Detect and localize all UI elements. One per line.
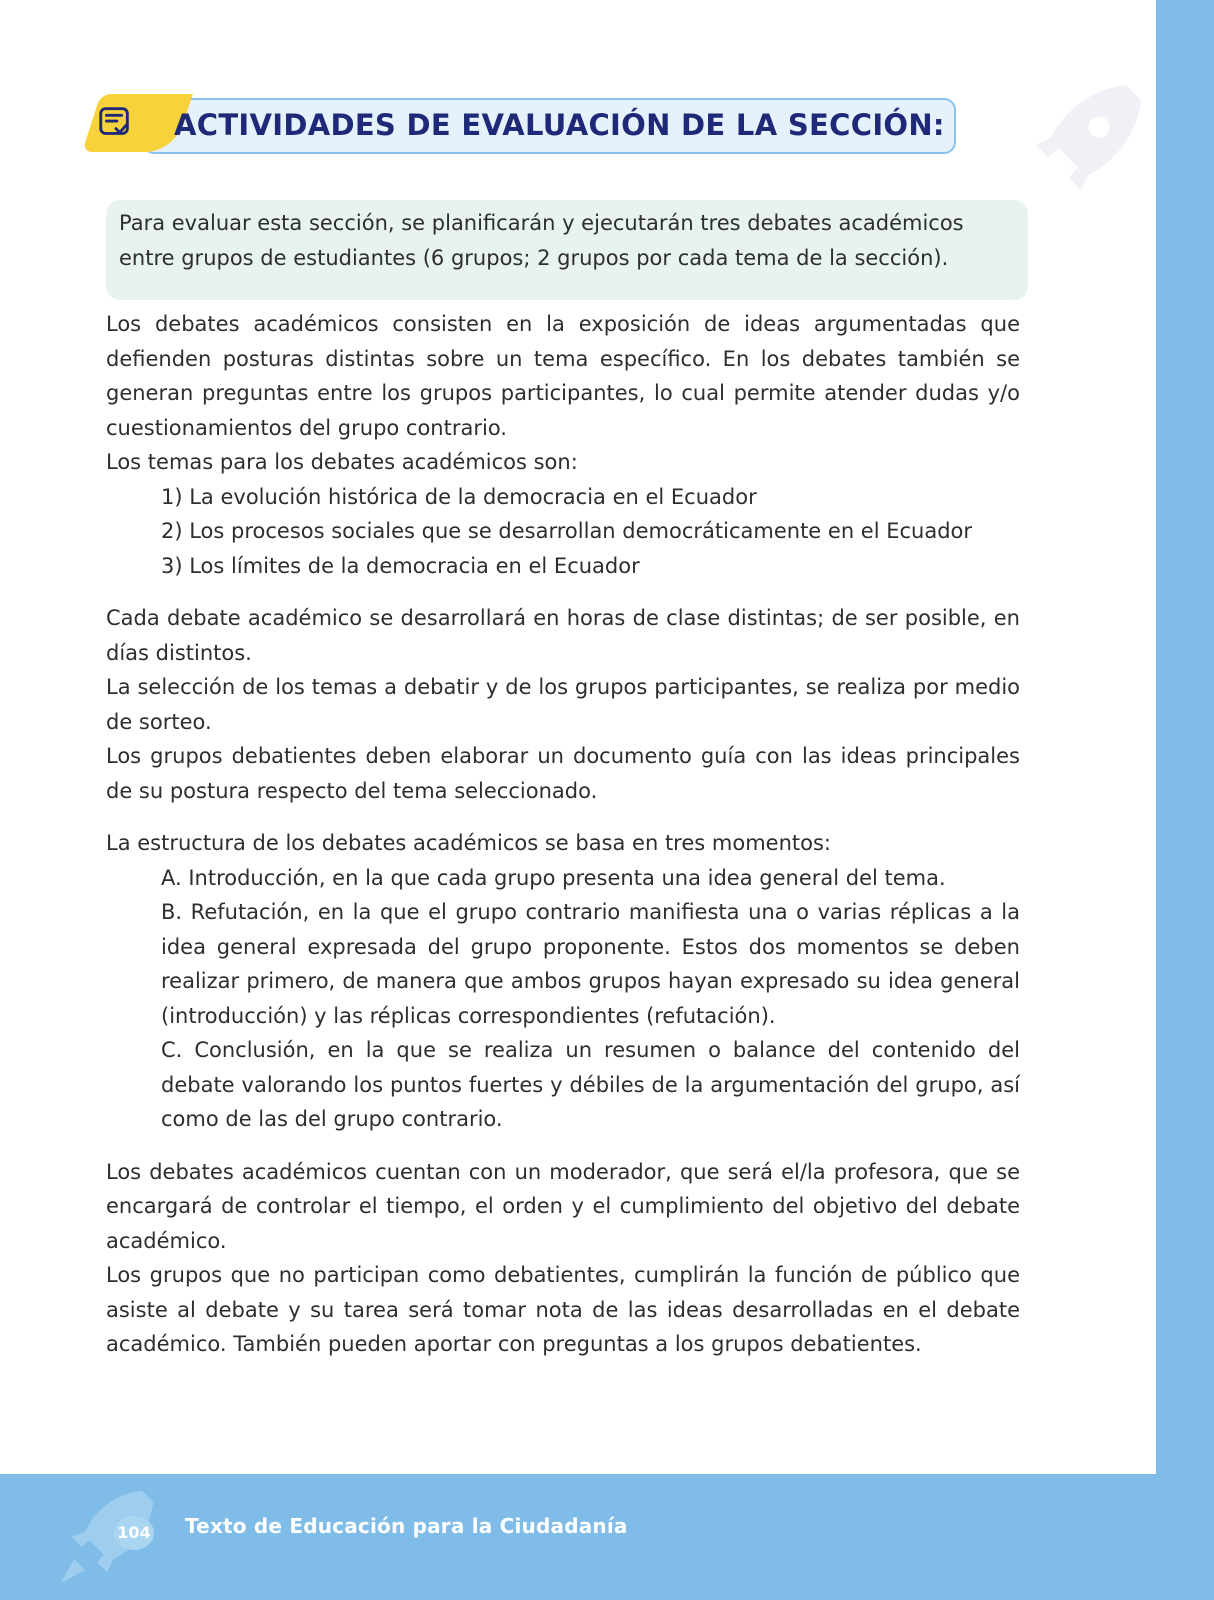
paragraph-selection: La selección de los temas a debatir y de los grupos participantes, se realiza por medio de sorteo. <box>106 675 1020 734</box>
paragraph-audience: Los grupos que no participan como debatientes, cumplirán la función de público que asiste al debate y su tarea será tomar nota de las ideas desarrolladas en el debate académico. También pueden aportar con preguntas a los grupos debatientes. <box>106 1263 1020 1356</box>
moment-item: C. Conclusión, en la que se realiza un resumen o balance del contenido del debate valorando los puntos fuertes y débiles de la argumentación del grupo, así como de las del grupo contrario. <box>161 1038 1020 1131</box>
page-number: 104 <box>114 1516 154 1550</box>
paragraph-definition: Los debates académicos consisten en la exposición de ideas argumentadas que defienden posturas distintas sobre un tema específico. En los debates también se generan preguntas entre los grupos participantes, lo cual permite atender dudas y/o cuestionamientos del grupo contrario. <box>106 312 1020 440</box>
body-content <box>106 307 1020 1362</box>
side-color-band <box>1156 0 1214 1600</box>
paragraph-moderator: Los debates académicos cuentan con un moderador, que será el/la profesora, que se encargará de controlar el tiempo, el orden y el cumplimiento del objetivo del debate académico. <box>106 1159 1020 1253</box>
section-header <box>82 94 962 156</box>
page-footer <box>0 1474 1214 1600</box>
intro-box <box>106 200 1028 300</box>
paragraph-schedule: Cada debate académico se desarrollará en horas de clase distintas; de ser posible, en días distintos. <box>106 606 1020 665</box>
paragraph-guide-document: Los grupos debatientes deben elaborar un documento guía con las ideas principales de su postura respecto del tema seleccionado. <box>106 744 1020 803</box>
moment-item: B. Refutación, en la que el grupo contrario manifiesta una o varias réplicas a la idea general expresada del grupo proponente. Estos dos momentos se deben realizar primero, de manera que ambos grupos hayan expresado su idea general (introducción) y las réplicas correspondientes (refutación). <box>161 900 1020 1028</box>
moment-item: A. Introducción, en la que cada grupo presenta una idea general del tema. <box>161 865 946 890</box>
evaluation-clipboard-icon <box>96 102 134 142</box>
intro-text: Para evaluar esta sección, se planificarán y ejecutarán tres debates académicos entre grupos de estudiantes (6 grupos; 2 grupos por cada tema de la sección). <box>119 211 964 270</box>
structure-intro: La estructura de los debates académicos se basa en tres momentos: <box>106 831 831 855</box>
topics-intro: Los temas para los debates académicos son: <box>106 450 578 474</box>
topic-item: 3) Los límites de la democracia en el Ecuador <box>161 553 640 578</box>
topic-item: 2) Los procesos sociales que se desarrollan democráticamente en el Ecuador <box>161 519 973 543</box>
section-title: ACTIVIDADES DE EVALUACIÓN DE LA SECCIÓN: <box>174 108 945 142</box>
rocket-watermark-icon <box>1006 70 1156 220</box>
book-title: Texto de Educación para la Ciudadanía <box>185 1514 628 1538</box>
topic-item: 1) La evolución histórica de la democracia en el Ecuador <box>161 484 757 509</box>
